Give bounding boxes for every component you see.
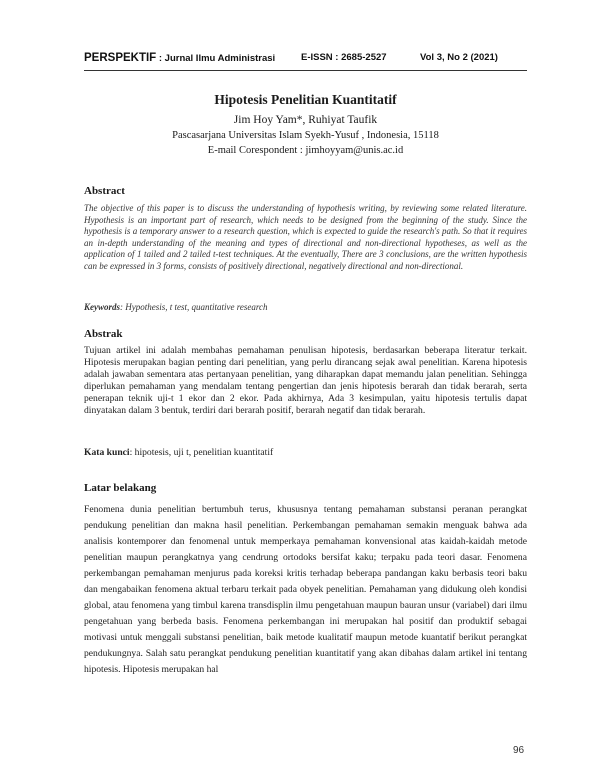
journal-subtitle: : Jurnal Ilmu Administrasi [156, 53, 276, 64]
journal-volume: Vol 3, No 2 (2021) [420, 52, 498, 63]
kata-kunci-label: Kata kunci [84, 447, 130, 458]
corresponding-email: E-mail Corespondent : jimhoyyam@unis.ac.id [207, 145, 404, 156]
keywords-line [84, 302, 527, 312]
abstract-heading: Abstract [84, 185, 125, 197]
page-number: 96 [513, 745, 525, 756]
abstrak-text: Tujuan artikel ini adalah membahas pemahaman penulisan hipotesis, berdasarkan beberapa literatur terkait. Hipotesis merupakan bagian penting dari penelitian, yang perlu dirancang sejak awal penelitian. Karena hipotesis adalah jawaban sementara atas pertanyaan penelitian, yang diharapkan dapat memandu jalan penelitian. Sehingga diperlukan pemahaman yang mendalam tentang pengertian dan jenis hipotesis berarah dan tidak berarah, serta penerapan teknik uji-t 1 ekor dan 2 ekor. Pada akhirnya, Ada 3 kesimpulan, yaitu hipotesis tertulis dapat dinyatakan dalam 3 bentuk, terdiri dari berarah positif, berarah negatif dan tidak berarah. [84, 345, 527, 416]
journal-name: PERSPEKTIF [84, 52, 157, 64]
running-header [84, 52, 534, 64]
journal-issn: E-ISSN : 2685-2527 [301, 52, 387, 63]
article-authors: Jim Hoy Yam*, Ruhiyat Taufik [233, 114, 378, 126]
latar-belakang-text: Fenomena dunia penelitian bertumbuh terus, khususnya tentang pemahaman substansi peranan perangkat pendukung penelitian dan makna hasil penelitian. Perkembangan pemahaman semakin menguak bahwa ada analisis kontemporer dan fenomenal untuk memperkaya pemahaman konvensional atas kaidah-kaidah metode penelitian maupun perangkatnya yang cendrung ortodoks bersifat kaku; terpaku pada teori dasar. Fenomena perkembangan pemahaman menjurus pada koreksi kritis terhadap beberapa pandangan kaku berbasis teori baku dan mengabaikan fenomena aktual terbaru terkait pada obyek penelitian. Pemahaman yang didukung oleh kondisi global, atau fenomena yang timbul karena transdisplin ilmu pengetahuan maupun bauran unsur (variabel) dari ilmu pengetahuan yang berbeda basis. Fenomena perkembangan ini merupakan hal positif dan produktif sebagai motivasi untuk menggali substansi penelitian, baik metode kualitatif maupun metode kuantatif berikut perangkat pendukungnya. Salah satu perangkat pendukung penelitian kuantitatif yang akan dibahas dalam artikel ini tentang hipotesis. Hipotesis merupakan hal [84, 504, 527, 675]
kata-kunci-line [84, 447, 527, 458]
keywords-label: Keywords [84, 302, 120, 312]
header-divider [84, 70, 527, 71]
abstract-text: The objective of this paper is to discuss the understanding of hypothesis writing, by reviewing some related literature. Hypothesis is an important part of research, which needs to be designed from the beginning of the study. Since the hypothesis is a temporary answer to a research question, which is expected to guide the research's path. So that it requires an in-depth understanding of the meaning and types of directional and non-directional hypotheses, as well as the application of 1 tailed and 2 tailed t-test techniques. At the eventually, There are 3 conclusions, are the written hypothesis can be expressed in 3 forms, consists of positively directional, negatively directional and non-directional. [84, 203, 527, 271]
kata-kunci-value: : hipotesis, uji t, penelitian kuantitatif [129, 447, 274, 458]
abstrak-heading: Abstrak [84, 328, 123, 340]
article-title: Hipotesis Penelitian Kuantitatif [214, 92, 397, 107]
author-affiliation: Pascasarjana Universitas Islam Syekh-Yusuf , Indonesia, 15118 [172, 130, 439, 141]
latar-belakang-heading: Latar belakang [84, 482, 157, 494]
keywords-value: : Hypothesis, t test, quantitative research [120, 302, 268, 312]
